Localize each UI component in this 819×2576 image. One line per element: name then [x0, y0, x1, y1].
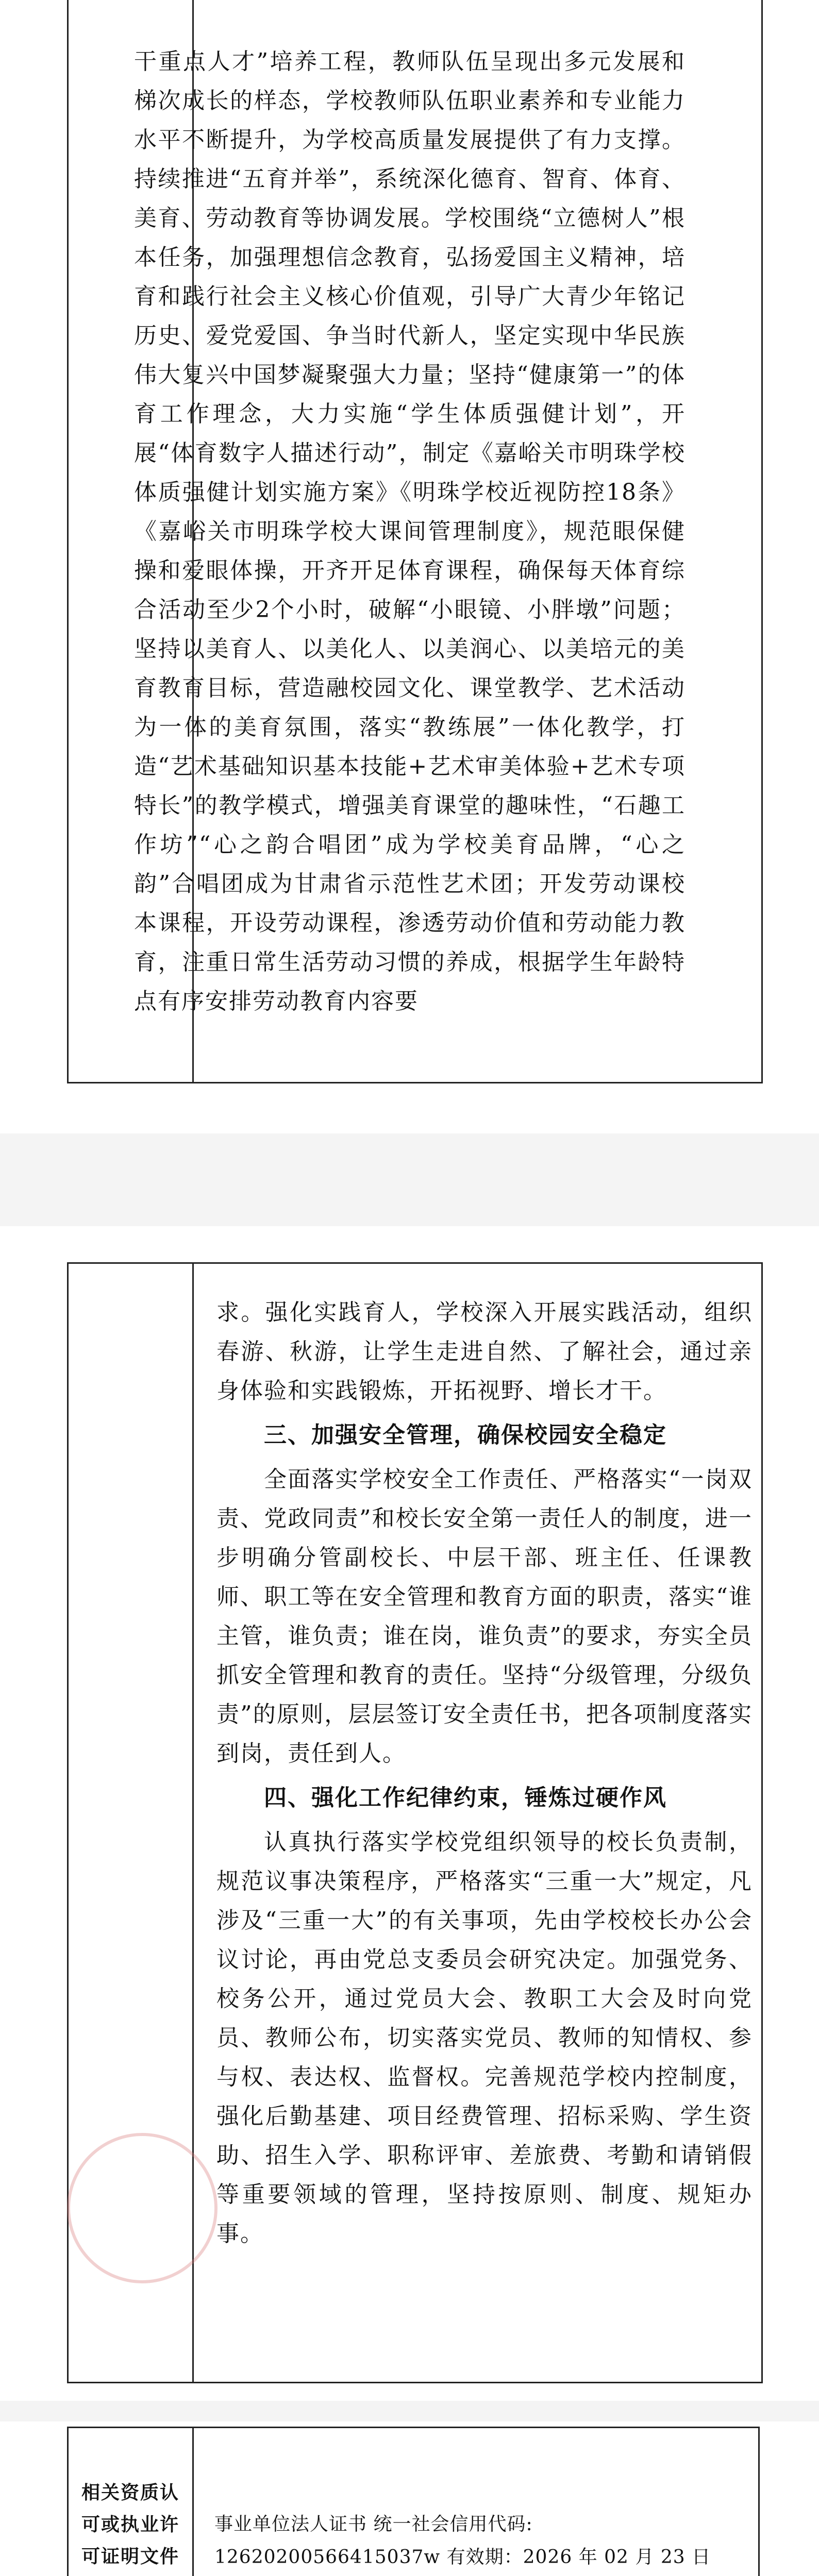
report-page-3 — [0, 2421, 819, 2576]
page-separator — [0, 2401, 819, 2421]
section-3-heading: 三、加强安全管理，确保校园安全稳定 — [264, 1422, 667, 1448]
section-4-paragraph: 认真执行落实学校党组织领导的校长负责制，规范议事决策程序，严格落实“三重一大”规定，凡涉及“三重一大”的有关事项，先由学校校长办公会议讨论，再由党总支委员会研究决定。加强党务、校务公开，通过党员大会、教职工大会及时向党员、教师公布，切实落实党员、教师的知情权、参与权、表达权、监督权。完善规范学校内控制度，强化后勤基建、项目经费管理、招标采购、学生资助、招生入学、职称评审、差旅费、考勤和请销假等重要领域的管理，坚持按原则、制度、规矩办事。 — [216, 1829, 753, 2247]
section-3-paragraph: 全面落实学校安全工作责任、严格落实“一岗双责、党政同责”和校长安全第一责任人的制度，进一步明确分管副校长、中层干部、班主任、任课教师、职工等在安全管理和教育方面的职责，落实“谁主管，谁负责；谁在岗，谁负责”的要求，夯实全员抓安全管理和教育的责任。坚持“分级管理，分级负责”的原则，层层签订安全责任书，把各项制度落实到岗，责任到人。 — [216, 1466, 753, 1767]
certificate-line: 事业单位法人证书 统一社会信用代码: — [214, 2513, 533, 2535]
qualification-row — [68, 2428, 759, 2576]
page-1-paragraph: 干重点人才”培养工程，教师队伍呈现出多元发展和梯次成长的样态，学校教师队伍职业素养和专业能力水平不断提升，为学校高质量发展提供了有力支撑。持续推进“五育并举”，系统深化德育、智育、体育、美育、劳动教育等协调发展。学校围绕“立德树人”根本任务，加强理想信念教育，弘扬爱国主义精神，培育和践行社会主义核心价值观，引导广大青少年铭记历史、爱党爱国、争当时代新人，坚定实现中华民族伟大复兴中国梦凝聚强大力量；坚持“健康第一”的体育工作理念，大力实施“学生体质强健计划”，开展“体育数字人描述行动”，制定《嘉峪关市明珠学校体质强健计划实施方案》《明珠学校近视防控18条》《嘉峪关市明珠学校大课间管理制度》，规范眼保健操和爱眼体操，开齐开足体育课程，确保每天体育综合活动至少2个小时，破解“小眼镜、小胖墩”问题；坚持以美育人、以美化人、以美润心、以美培元的美育教育目标，营造融校园文化、课堂教学、艺术活动为一体的美育氛围，落实“教练展”一体化教学，打造“艺术基础知识基本技能+艺术审美体验+艺术专项特长”的教学模式，增强美育课堂的趣味性，“石趣工作坊”“心之韵合唱团”成为学校美育品牌，“心之韵”合唱团成为甘肃省示范性艺术团；开发劳动课校本课程，开设劳动课程，渗透劳动价值和劳动能力教育，注重日常生活劳动习惯的养成，根据学生年龄特点有序安排劳动教育内容要 — [134, 48, 686, 1014]
qualification-label: 相关资质认可或执业许可证明文件 — [68, 2428, 193, 2576]
faint-seal-watermark — [67, 2133, 218, 2283]
page-separator — [0, 1133, 819, 1226]
report-info-table — [67, 2427, 760, 2576]
section-4-heading: 四、强化工作纪律约束，锤炼过硬作风 — [264, 1785, 667, 1811]
qualification-value — [193, 2428, 759, 2576]
report-page-2 — [0, 1226, 819, 2401]
report-page-1 — [0, 0, 819, 1133]
page-2-body — [216, 1293, 753, 2253]
certificate-code-line: 12620200566415037w 有效期：2026 年 02 月 23 日 — [214, 2546, 711, 2568]
page-1-body — [134, 42, 686, 1021]
page-2-intro-paragraph: 求。强化实践育人，学校深入开展实践活动，组织春游、秋游，让学生走进自然、了解社会，通过亲身体验和实践锻炼，开拓视野、增长才干。 — [216, 1299, 753, 1404]
